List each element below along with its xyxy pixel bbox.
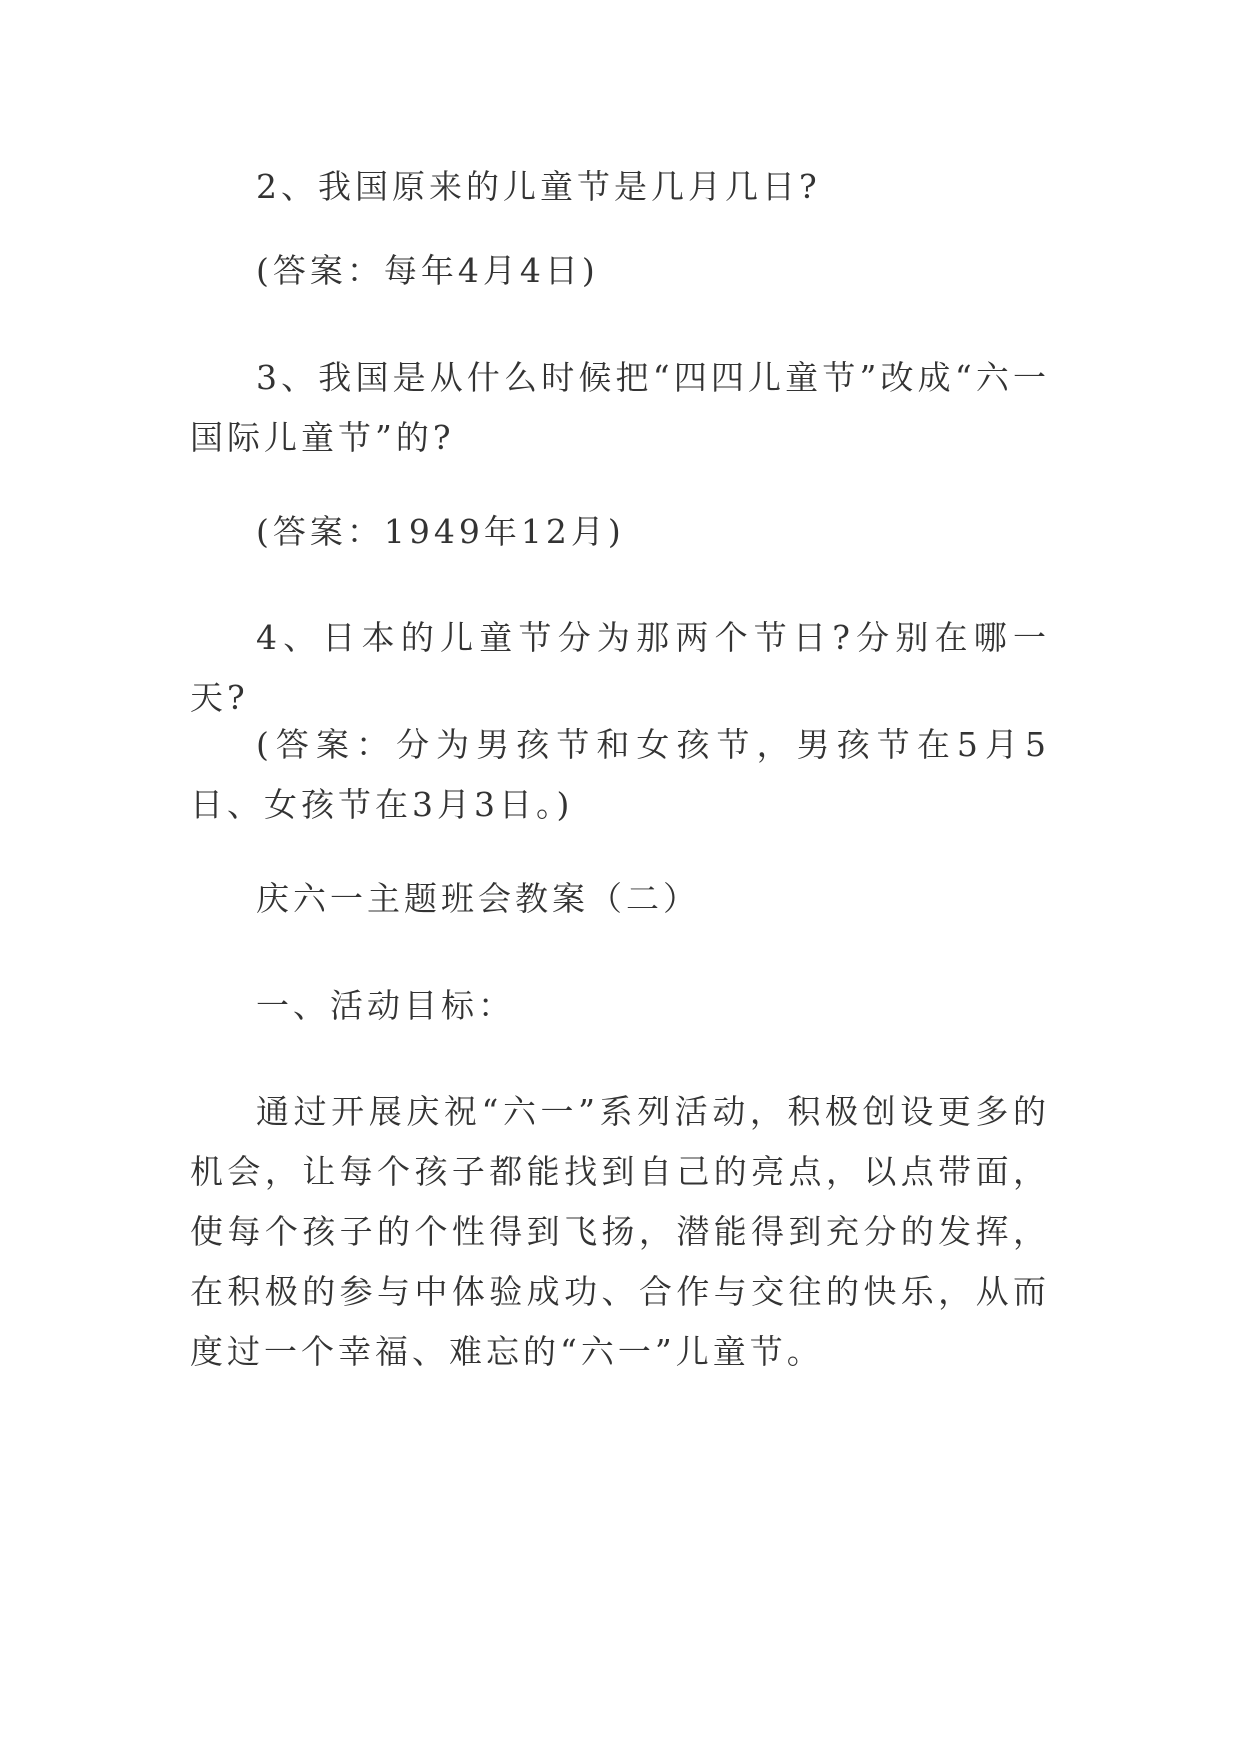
answer-4: (答案：分为男孩节和女孩节，男孩节在5月5日、女孩节在3月3日。) [190,725,1050,824]
question-2: 2、我国原来的儿童节是几月几日? [256,167,821,206]
answer-3: (答案：1949年12月) [256,512,625,551]
section-title: 庆六一主题班会教案（二） [256,879,700,918]
heading-activity-goals: 一、活动目标： [256,986,515,1025]
question-3: 3、我国是从什么时候把“四四儿童节”改成“六一国际儿童节”的? [190,358,1050,457]
activity-goals-body: 通过开展庆祝“六一”系列活动，积极创设更多的机会，让每个孩子都能找到自己的亮点，以点带面，使每个孩子的个性得到飞扬，潜能得到充分的发挥，在积极的参与中体验成功、合作与交往的快乐，从而度过一个幸福、难忘的“六一”儿童节。 [190,1092,1050,1371]
answer-2: (答案：每年4月4日) [256,251,599,290]
question-4: 4、日本的儿童节分为那两个节日?分别在哪一天? [190,618,1050,717]
